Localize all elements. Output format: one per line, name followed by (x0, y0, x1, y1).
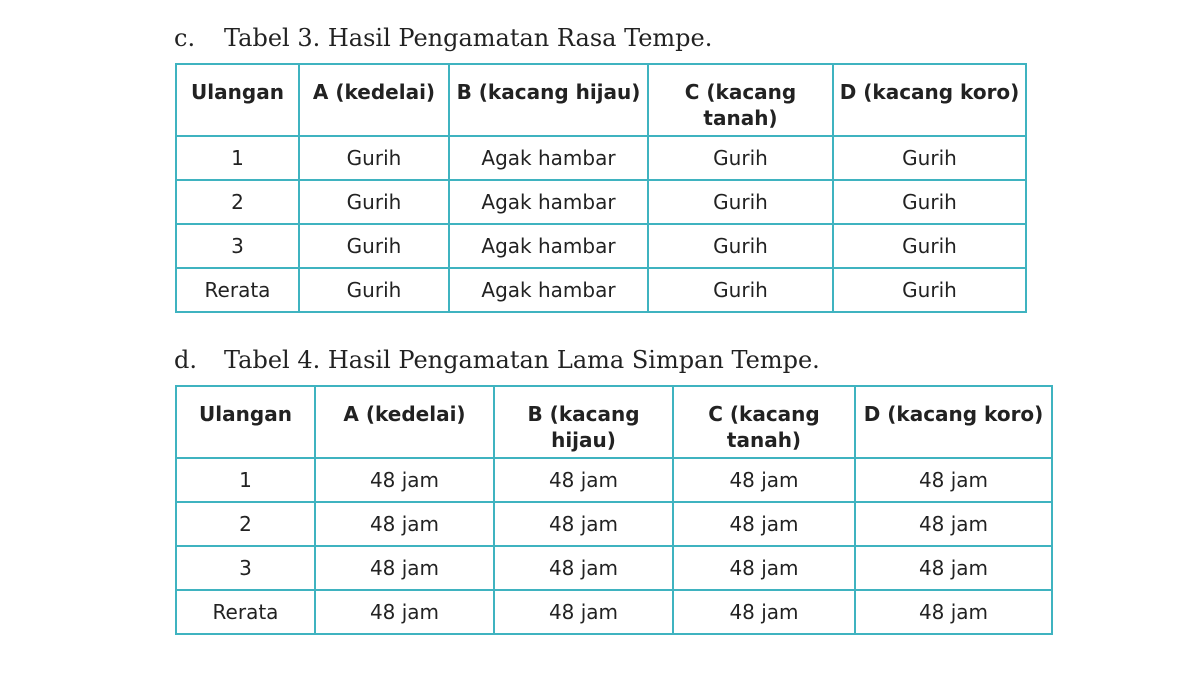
column-header: Ulangan (176, 386, 315, 458)
table-3-letter: c. (174, 24, 196, 52)
column-header: C (kacang tanah) (673, 386, 855, 458)
table-4-caption (174, 346, 820, 374)
column-header: B (kacang hijau) (449, 64, 648, 136)
table-cell: 48 jam (855, 590, 1052, 634)
table-cell: Gurih (299, 224, 449, 268)
table-row (176, 546, 1052, 590)
table-cell: Gurih (648, 268, 833, 312)
table-cell: Rerata (176, 268, 299, 312)
column-header: C (kacang tanah) (648, 64, 833, 136)
table-cell: Agak hambar (449, 268, 648, 312)
table-4 (175, 385, 1053, 635)
table-row (176, 136, 1026, 180)
table-cell: Gurih (833, 136, 1026, 180)
column-header: D (kacang koro) (833, 64, 1026, 136)
column-header: Ulangan (176, 64, 299, 136)
table-cell: 48 jam (494, 590, 673, 634)
table-row (176, 458, 1052, 502)
table-cell: 48 jam (673, 546, 855, 590)
table-3-caption-text: Tabel 3. Hasil Pengamatan Rasa Tempe. (224, 24, 713, 52)
table-cell: 48 jam (494, 546, 673, 590)
table-cell: 48 jam (315, 502, 494, 546)
table-cell: Rerata (176, 590, 315, 634)
table-cell: 48 jam (494, 502, 673, 546)
table-cell: 2 (176, 502, 315, 546)
table-4-caption-text: Tabel 4. Hasil Pengamatan Lama Simpan Tempe. (224, 346, 820, 374)
column-header: A (kedelai) (299, 64, 449, 136)
table-3 (175, 63, 1027, 313)
table-cell: 2 (176, 180, 299, 224)
table-row-average (176, 268, 1026, 312)
table-cell: 48 jam (855, 458, 1052, 502)
table-row-average (176, 590, 1052, 634)
table-row (176, 224, 1026, 268)
table-cell: 48 jam (673, 502, 855, 546)
table-cell: 48 jam (315, 590, 494, 634)
table-cell: Agak hambar (449, 224, 648, 268)
table-cell: Gurih (648, 180, 833, 224)
table-3-caption (174, 24, 712, 52)
table-cell: Agak hambar (449, 136, 648, 180)
table-cell: 48 jam (494, 458, 673, 502)
table-cell: Gurih (299, 136, 449, 180)
table-cell: Gurih (648, 224, 833, 268)
table-cell: 1 (176, 458, 315, 502)
table-cell: Agak hambar (449, 180, 648, 224)
table-header-row (176, 64, 1026, 136)
column-header: A (kedelai) (315, 386, 494, 458)
column-header: B (kacang hijau) (494, 386, 673, 458)
table-cell: 48 jam (855, 502, 1052, 546)
table-cell: Gurih (299, 268, 449, 312)
table-cell: 48 jam (315, 546, 494, 590)
table-header-row (176, 386, 1052, 458)
table-cell: 48 jam (673, 458, 855, 502)
table-cell: 48 jam (855, 546, 1052, 590)
table-row (176, 180, 1026, 224)
table-cell: Gurih (299, 180, 449, 224)
table-cell: 48 jam (673, 590, 855, 634)
table-4-letter: d. (174, 346, 197, 374)
table-row (176, 502, 1052, 546)
table-cell: 3 (176, 224, 299, 268)
table-cell: 1 (176, 136, 299, 180)
table-cell: 3 (176, 546, 315, 590)
column-header: D (kacang koro) (855, 386, 1052, 458)
table-cell: Gurih (833, 224, 1026, 268)
table-cell: 48 jam (315, 458, 494, 502)
table-cell: Gurih (648, 136, 833, 180)
table-cell: Gurih (833, 180, 1026, 224)
table-cell: Gurih (833, 268, 1026, 312)
